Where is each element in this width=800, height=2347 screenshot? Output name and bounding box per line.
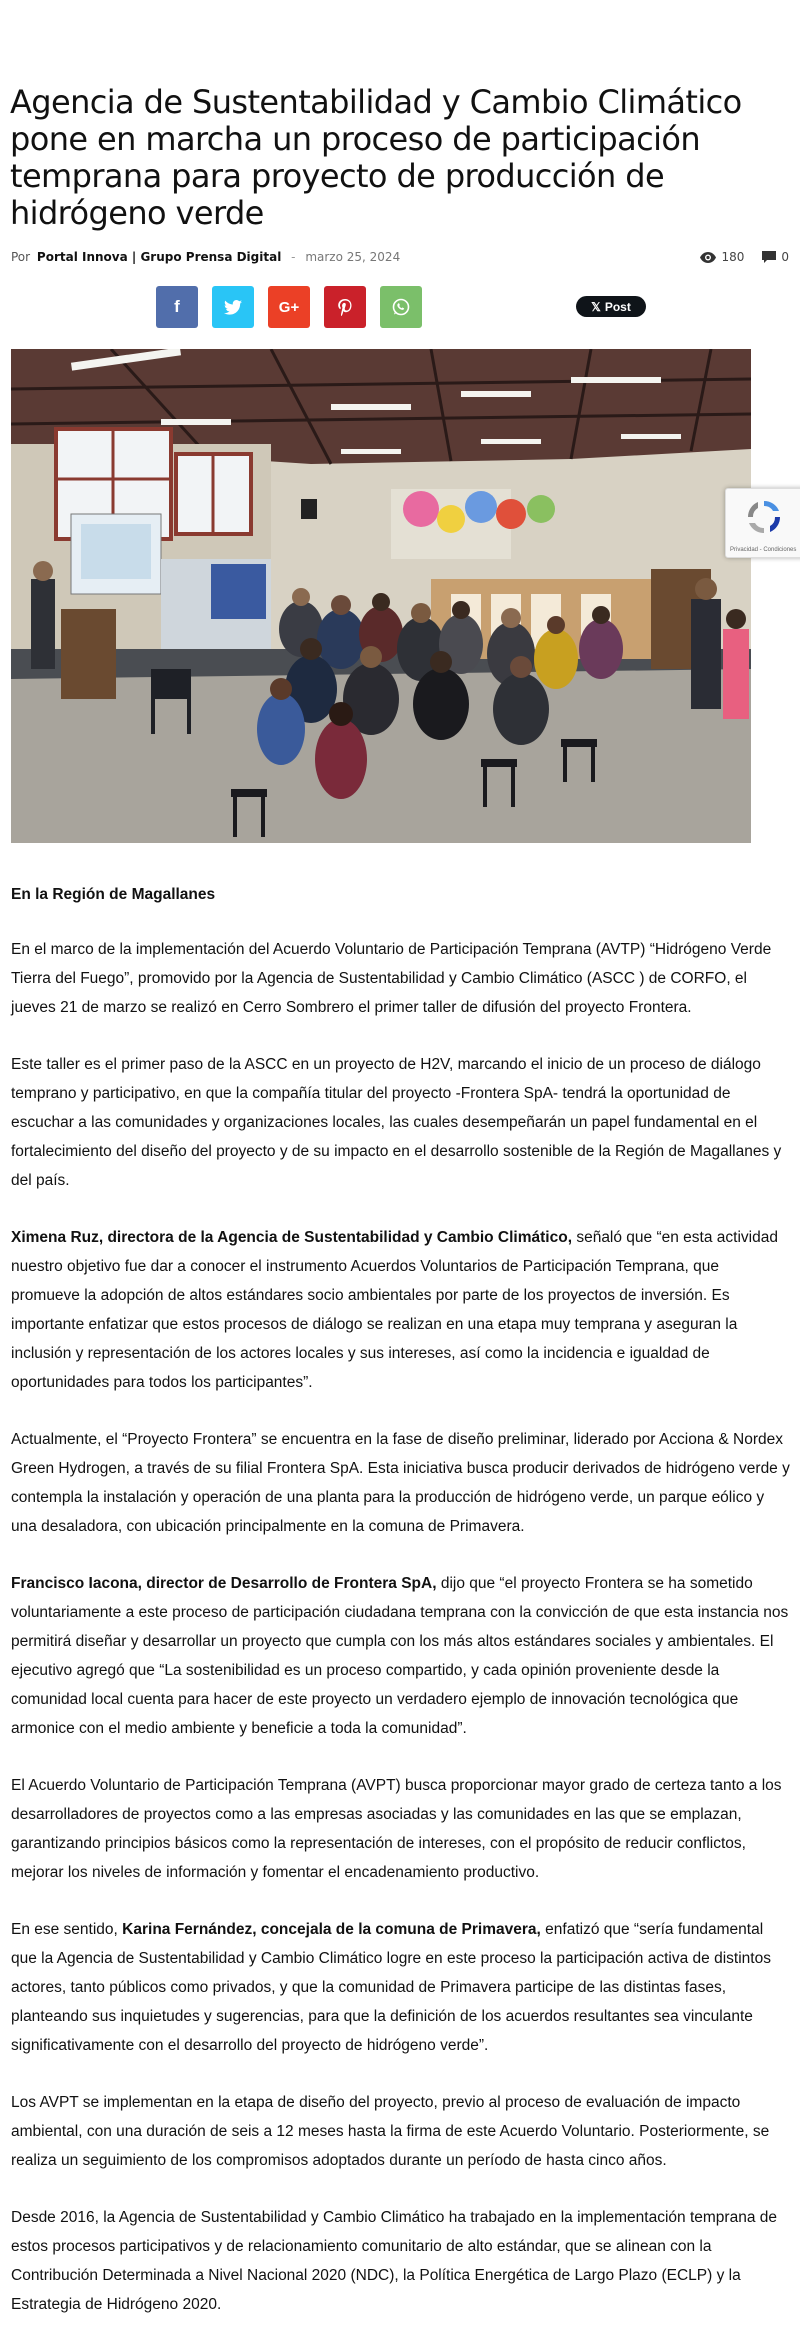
eye-icon — [700, 252, 716, 263]
paragraph-3-text: señaló que “en esta actividad nuestro objetivo fue dar a conocer el instrumento Acuerdos Voluntarios de Participación Temprana, que promueve la adopción de altos estándares socio ambientales por parte de los proyectos de inversión. Es importante enfatizar que estos procesos de diálogo se realizan en una etapa muy temprana y aseguran la inclusión y representación de los actores locales y sus intereses, así como la incidencia e igualdad de oportunidades para todos los participantes”. — [11, 1229, 778, 1391]
article-body — [11, 880, 791, 2347]
comments-count[interactable] — [762, 250, 789, 264]
facebook-share-button[interactable] — [156, 286, 198, 328]
x-logo-icon: 𝕏 — [591, 299, 601, 314]
google-plus-icon: G+ — [278, 298, 300, 316]
twitter-icon — [224, 300, 242, 315]
paragraph-7-intro: En ese sentido, — [11, 1921, 123, 1938]
paragraph-4: Actualmente, el “Proyecto Frontera” se encuentra en la fase de diseño preliminar, liderado por Acciona & Nordex Green Hydrogen, a través de su filial Frontera SpA. Esta iniciativa busca producir derivados de hidrógeno verde y contempla la instalación y operación de una planta para la producción de hidrógeno verde, un parque eólico y una desaladora, con ubicación principalmente en la comuna de Primavera. — [11, 1431, 790, 1535]
article-meta — [11, 250, 791, 270]
whatsapp-icon — [392, 298, 410, 316]
x-post-label: Post — [604, 299, 631, 314]
facebook-icon: f — [174, 297, 180, 316]
paragraph-1: En el marco de la implementación del Acuerdo Voluntario de Participación Temprana (AVTP) “Hidrógeno Verde Tierra del Fuego”, promovido por la Agencia de Sustentabilidad y Cambio Climático (ASCC ) de CORFO, el jueves 21 de marzo se realizó en Cerro Sombrero el primer taller de difusión del proyecto Frontera. — [11, 941, 772, 1016]
meeting-photo — [11, 349, 751, 843]
views-value: 180 — [721, 250, 745, 264]
paragraph-8: Los AVPT se implementan en la etapa de diseño del proyecto, previo al proceso de evaluación de impacto ambiental, con una duración de seis a 12 meses hasta la firma de este Acuerdo Voluntario. Posteriormente, se realiza un seguimiento de los compromisos adoptados durante un período de hasta cinco años. — [11, 2094, 770, 2169]
recaptcha-badge[interactable] — [725, 488, 800, 558]
comment-icon — [762, 251, 776, 263]
quote-speaker-francisco: Francisco Iacona, director de Desarrollo de Frontera SpA, — [11, 1575, 437, 1592]
article-title: Agencia de Sustentabilidad y Cambio Climático pone en marcha un proceso de participación temprana para proyecto de producción de hidrógeno verde — [10, 83, 742, 232]
pinterest-icon — [338, 299, 352, 316]
paragraph-2: Este taller es el primer paso de la ASCC en un proyecto de H2V, marcando el inicio de un proceso de diálogo temprano y participativo, en que la compañía titular del proyecto -Frontera SpA- tendrá la oportunidad de escuchar a las comunidades y organizaciones locales, las cuales desempeñarán un papel fundamental en el fortalecimiento del diseño del proyecto y de su impacto en el desarrollo sostenible de la Región de Magallanes y del país. — [11, 1056, 782, 1189]
quote-speaker-karina: Karina Fernández, concejala de la comuna de Primavera, — [122, 1921, 541, 1938]
views-count — [700, 250, 744, 264]
pinterest-share-button[interactable] — [324, 286, 366, 328]
twitter-share-button[interactable] — [212, 286, 254, 328]
meta-separator: - — [291, 250, 296, 264]
paragraph-7 — [11, 1915, 791, 2060]
paragraph-5 — [11, 1569, 791, 1743]
x-post-button[interactable] — [576, 296, 646, 317]
paragraph-6: El Acuerdo Voluntario de Participación Temprana (AVPT) busca proporcionar mayor grado de certeza tanto a los desarrolladores de proyectos como a las empresas asociadas y las comunidades en las que se emplazan, garantizando principios básicos como la representación de intereses, con el propósito de reducir conflictos, mejorar los niveles de información y fomentar el encadenamiento productivo. — [11, 1777, 782, 1881]
recaptcha-icon — [744, 497, 784, 537]
google-plus-share-button[interactable] — [268, 286, 310, 328]
whatsapp-share-button[interactable] — [380, 286, 422, 328]
post-stats — [700, 250, 789, 264]
paragraph-3 — [11, 1223, 791, 1397]
recaptcha-label[interactable]: Privacidad - Condiciones — [730, 547, 797, 553]
by-label: Por — [11, 250, 31, 264]
author-link[interactable]: Portal Innova | Grupo Prensa Digital — [36, 250, 282, 264]
featured-image — [11, 349, 751, 843]
paragraph-9: Desde 2016, la Agencia de Sustentabilidad y Cambio Climático ha trabajado en la implementación temprana de estos procesos participativos y de relacionamiento comunitario de alto estándar, que se alinean con la Contribución Determinada a Nivel Nacional 2020 (NDC), la Política Energética de Largo Plazo (ECLP) y la Estrategia de Hidrógeno 2020. — [11, 2209, 777, 2313]
post-date: marzo 25, 2024 — [305, 250, 401, 264]
share-buttons — [156, 286, 422, 328]
comments-value: 0 — [781, 250, 789, 264]
paragraph-7-text: enfatizó que “sería fundamental que la Agencia de Sustentabilidad y Cambio Climático logre en este proceso la participación activa de distintos actores, tanto públicos como privados, y que la comunidad de Primavera participe de las distintas fases, planteando sus inquietudes y sugerencias, para que la definición de los acuerdos resultantes sea vinculante significativamente con el desarrollo del proyecto de hidrógeno verde”. — [11, 1921, 771, 2054]
article-lead: En la Región de Magallanes — [11, 886, 216, 903]
quote-speaker-ximena: Ximena Ruz, directora de la Agencia de Sustentabilidad y Cambio Climático, — [11, 1229, 573, 1246]
paragraph-5-text: dijo que “el proyecto Frontera se ha sometido voluntariamente a este proceso de participación ciudadana temprana con la convicción de que esta instancia nos permitirá diseñar y desarrollar un proyecto que cumpla con los más altos estándares sociales y ambientales. El ejecutivo agregó que “La sostenibilidad es un proceso compartido, y cada opinión proveniente desde la comunidad local cuenta para hacer de este proyecto un verdadero ejemplo de innovación tecnológica que armonice con el medio ambiente y beneficie a toda la comunidad”. — [11, 1575, 789, 1737]
